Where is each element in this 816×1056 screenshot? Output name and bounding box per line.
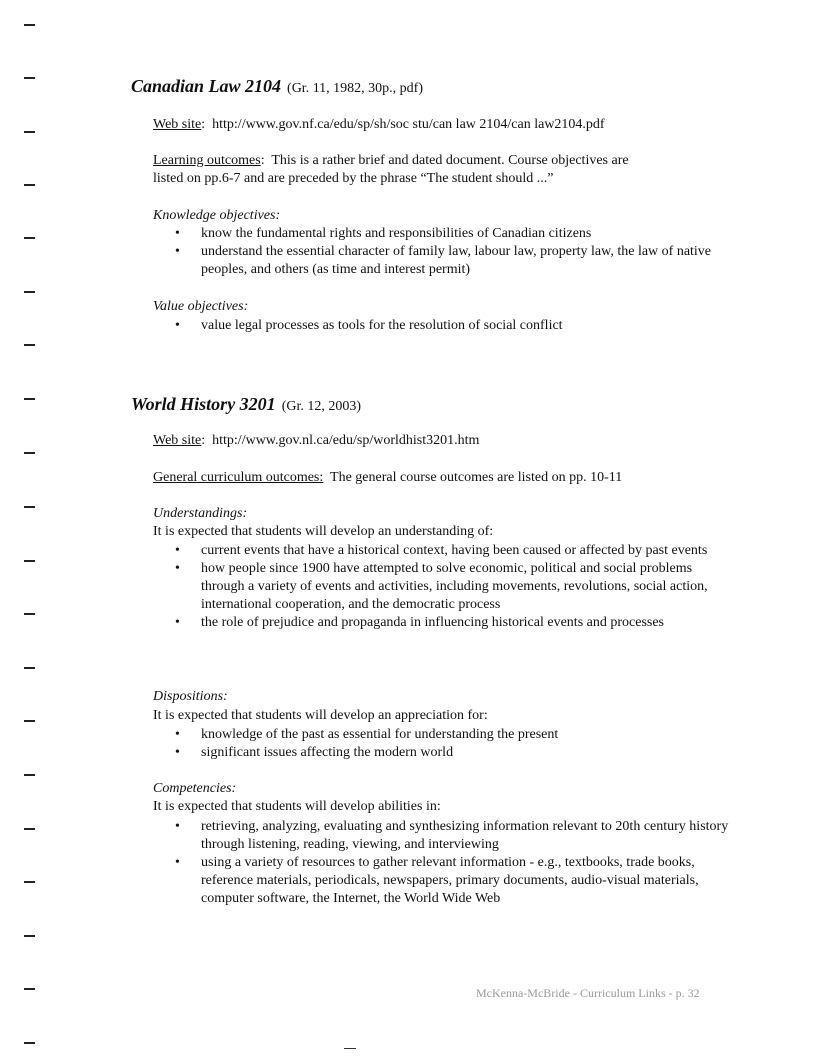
- section-title-text: Canadian Law 2104: [131, 76, 282, 96]
- bottom-tick: [344, 1048, 356, 1049]
- margin-tick: [24, 988, 35, 990]
- list-item: • retrieving, analyzing, evaluating and synthesizing information relevant to 20th century history through listening, reading, viewing, and interviewing: [153, 818, 733, 854]
- knowledge-list: [153, 225, 733, 279]
- list-item: • significant issues affecting the modern world: [153, 744, 733, 762]
- list-item: • current events that have a historical context, having been caused or affected by past events: [153, 542, 733, 560]
- section-title-text: World History 3201: [131, 394, 276, 414]
- outcomes-text: The general course outcomes are listed on pp. 10-11: [330, 470, 623, 485]
- margin-tick: [24, 452, 35, 454]
- list-item: • understand the essential character of family law, labour law, property law, the law of native peoples, and others (as time and interest permit): [153, 243, 733, 279]
- understandings-list: [153, 542, 733, 632]
- margin-tick: [24, 131, 35, 133]
- value-list: [153, 317, 733, 335]
- margin-tick: [24, 560, 35, 562]
- history-website-line: Web site: http://www.gov.nl.ca/edu/sp/worldhist3201.htm: [153, 433, 480, 448]
- margin-tick: [24, 291, 35, 293]
- section-meta: (Gr. 12, 2003): [281, 399, 362, 414]
- margin-tick: [24, 184, 35, 186]
- margin-tick: [24, 881, 35, 883]
- outcomes-label: General curriculum outcomes:: [153, 470, 324, 485]
- margin-tick: [24, 24, 35, 26]
- law-website-line: Web site: http://www.gov.nf.ca/edu/sp/sh/soc stu/can law 2104/can law2104.pdf: [153, 117, 605, 132]
- website-url[interactable]: http://www.gov.nf.ca/edu/sp/sh/soc stu/can law 2104/can law2104.pdf: [212, 117, 605, 132]
- margin-tick: [24, 774, 35, 776]
- law-outcomes-line2: listed on pp.6-7 and are preceded by the phrase “The student should ...”: [153, 171, 554, 186]
- law-outcomes-line1: Learning outcomes: This is a rather brief and dated document. Course objectives are: [153, 153, 629, 168]
- page-footer: McKenna-McBride - Curriculum Links - p. 32: [476, 986, 700, 1000]
- knowledge-heading: Knowledge objectives:: [153, 208, 281, 223]
- margin-tick: [24, 720, 35, 722]
- section-title-canadian-law: [131, 76, 423, 97]
- list-item: • how people since 1900 have attempted to solve economic, political and social problems through a variety of events and activities, including movements, revolutions, social action, international cooperation, and the democratic process: [153, 560, 733, 614]
- list-item: • value legal processes as tools for the resolution of social conflict: [153, 317, 733, 335]
- margin-tick: [24, 237, 35, 239]
- margin-tick: [24, 506, 35, 508]
- margin-tick: [24, 667, 35, 669]
- list-item: • knowledge of the past as essential for understanding the present: [153, 726, 733, 744]
- margin-tick: [24, 77, 35, 79]
- understandings-intro: It is expected that students will develop an understanding of:: [153, 524, 494, 539]
- website-label: Web site: [153, 117, 202, 132]
- website-url[interactable]: http://www.gov.nl.ca/edu/sp/worldhist3201.htm: [212, 433, 480, 448]
- competencies-list: [153, 818, 733, 908]
- section-title-world-history: [131, 394, 361, 415]
- margin-tick: [24, 828, 35, 830]
- section-meta: (Gr. 11, 1982, 30p., pdf): [287, 81, 423, 96]
- dispositions-heading: Dispositions:: [153, 689, 228, 704]
- understandings-heading: Understandings:: [153, 506, 248, 521]
- margin-tick: [24, 613, 35, 615]
- value-heading: Value objectives:: [153, 299, 249, 314]
- competencies-intro: It is expected that students will develop abilities in:: [153, 799, 441, 814]
- outcomes-label: Learning outcomes: [153, 153, 261, 168]
- margin-tick: [24, 935, 35, 937]
- margin-tick: [24, 1042, 35, 1044]
- website-label: Web site: [153, 433, 202, 448]
- dispositions-list: [153, 726, 733, 762]
- outcomes-text: This is a rather brief and dated document. Course objectives are: [271, 153, 629, 168]
- competencies-heading: Competencies:: [153, 781, 237, 796]
- list-item: • using a variety of resources to gather relevant information - e.g., textbooks, trade books, reference materials, periodicals, newspapers, primary documents, audio-visual materials, computer software, the Internet, the World Wide Web: [153, 854, 733, 908]
- dispositions-intro: It is expected that students will develop an appreciation for:: [153, 708, 488, 723]
- list-item: • the role of prejudice and propaganda in influencing historical events and processes: [153, 614, 733, 632]
- list-item: • know the fundamental rights and responsibilities of Canadian citizens: [153, 225, 733, 243]
- history-outcomes-line: [153, 469, 622, 487]
- margin-tick: [24, 344, 35, 346]
- margin-tick: [24, 398, 35, 400]
